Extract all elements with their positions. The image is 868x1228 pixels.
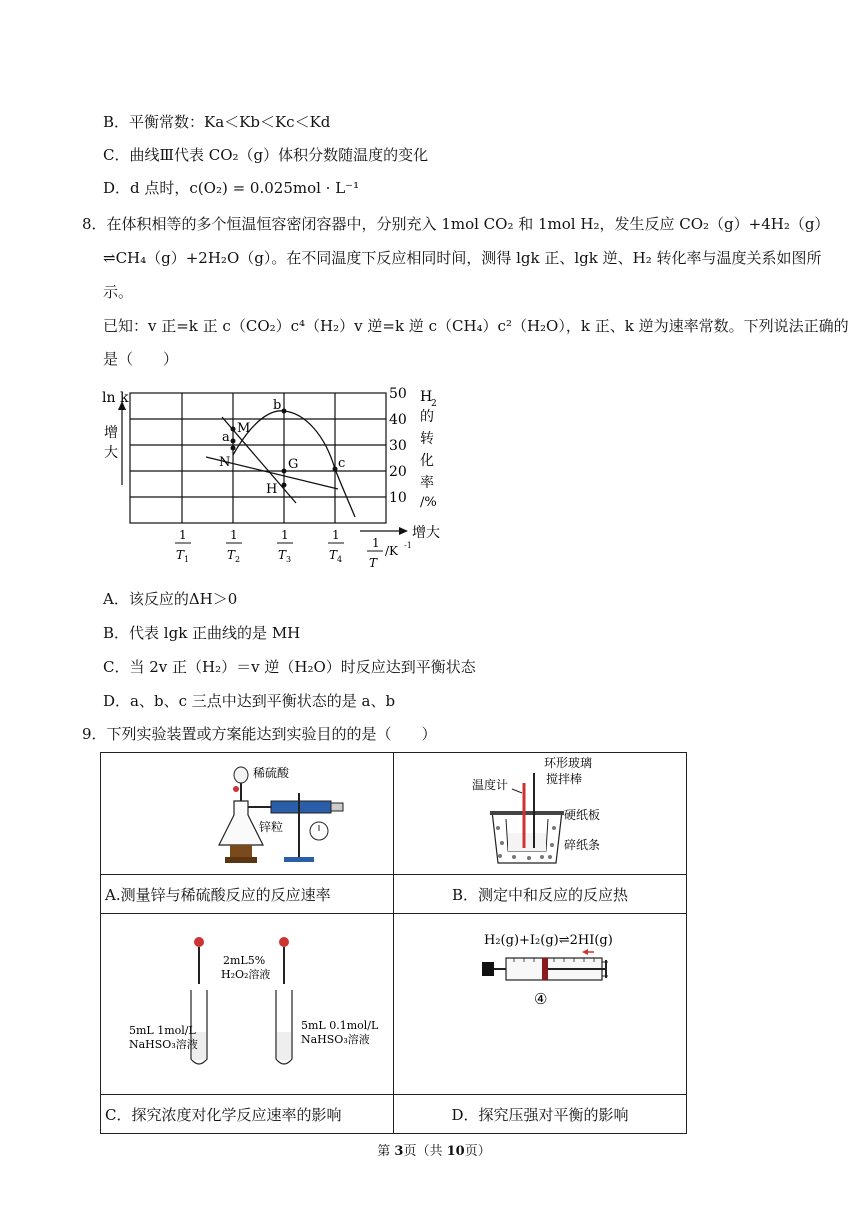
- svg-text:5mL 1mol/L: 5mL 1mol/L: [129, 1024, 196, 1037]
- svg-text:硬纸板: 硬纸板: [564, 808, 601, 822]
- svg-text:T: T: [329, 548, 338, 562]
- q9-options-table: [100, 752, 687, 1134]
- label-G: G: [288, 457, 299, 472]
- q8-option-a: A．该反应的ΔH＞0: [103, 590, 238, 608]
- left-arrow-label-1: 增: [104, 425, 118, 441]
- point-M: [231, 427, 236, 432]
- svg-text:H₂O₂溶液: H₂O₂溶液: [221, 968, 271, 981]
- svg-text:/K: /K: [385, 544, 399, 558]
- caption-a: A.测量锌与稀硫酸反应的反应速率: [101, 875, 394, 914]
- svg-text:-1: -1: [404, 541, 412, 550]
- x-arrow-label: 增大: [412, 525, 440, 541]
- svg-text:T: T: [278, 548, 287, 562]
- svg-text:④: ④: [534, 990, 548, 1008]
- svg-text:搅拌棒: 搅拌棒: [546, 772, 583, 786]
- fig-d-cell: [394, 914, 687, 1095]
- svg-text:NaHSO₃溶液: NaHSO₃溶液: [129, 1038, 198, 1051]
- q8-known-line1: 已知：v 正=k 正 c（CO₂）c⁴（H₂）v 逆=k 逆 c（CH₄）c²（H₂O），k 正、k 逆为速率常数。下列说法正确的: [103, 317, 849, 335]
- caption-c: C．探究浓度对化学反应速率的影响: [101, 1095, 394, 1134]
- svg-text:H₂(g)+I₂(g)⇌2HI(g): H₂(g)+I₂(g)⇌2HI(g): [484, 933, 613, 948]
- q8-stem-line1: [82, 214, 829, 234]
- label-a: a: [222, 430, 230, 445]
- q8-stem-text1: 在体积相等的多个恒温恒容密闭容器中，分别充入 1mol CO₂ 和 1mol H₂，发生反应 CO₂（g）+4H₂（g）: [106, 215, 830, 233]
- right-tick-40: 40: [389, 412, 407, 428]
- right-tick-20: 20: [389, 464, 407, 480]
- ylabel-right-2: 2: [431, 399, 437, 409]
- svg-text:1: 1: [184, 555, 190, 564]
- footer-total: 10: [446, 1144, 465, 1159]
- footer-mid: 页（共: [403, 1144, 447, 1159]
- label-M: M: [237, 421, 251, 436]
- q7-option-b: B．平衡常数：Ka＜Kb＜Kc＜Kd: [103, 113, 331, 131]
- svg-text:1: 1: [179, 528, 187, 542]
- footer-prefix: 第: [377, 1144, 395, 1159]
- svg-text:T: T: [227, 548, 236, 562]
- q7-option-d: D．d 点时，c(O₂) = 0.025mol · L⁻¹: [103, 179, 360, 197]
- point-c: [333, 467, 338, 472]
- footer-suffix: 页）: [464, 1144, 491, 1159]
- svg-text:NaHSO₃溶液: NaHSO₃溶液: [301, 1033, 370, 1046]
- label-H: H: [266, 482, 278, 497]
- svg-text:稀硫酸: 稀硫酸: [253, 766, 290, 780]
- caption-b: B．测定中和反应的反应热: [394, 875, 687, 914]
- x-tick-T1: [175, 528, 191, 564]
- label-b: b: [273, 398, 282, 413]
- ylabel-right-de: 的: [420, 409, 434, 425]
- fig-b-cell: [394, 753, 687, 875]
- q8-chart: [100, 385, 460, 575]
- q8-option-b: B．代表 lgk 正曲线的是 MH: [103, 624, 301, 642]
- ylabel-right-zhuan: 转: [420, 431, 434, 447]
- right-tick-50: 50: [389, 386, 407, 402]
- left-arrow-label-2: 大: [104, 445, 118, 461]
- x-axis-label: [367, 536, 412, 570]
- footer-page: 3: [394, 1144, 404, 1159]
- svg-text:碎纸条: 碎纸条: [564, 838, 601, 852]
- point-a: [231, 439, 236, 444]
- fig-c-cell: [101, 914, 394, 1095]
- svg-text:锌粒: 锌粒: [259, 820, 284, 834]
- svg-text:2mL5%: 2mL5%: [223, 954, 266, 967]
- fig-d-syringe: [394, 914, 686, 1090]
- q9-stem-text: 下列实验装置或方案能达到实验目的的是（ ）: [106, 725, 437, 743]
- fig-c-test-tubes: [101, 914, 393, 1090]
- q8-known-line2: 是（ ）: [103, 350, 179, 368]
- svg-text:1: 1: [281, 528, 289, 542]
- svg-text:1: 1: [372, 536, 380, 550]
- q9-number: 9．: [82, 725, 107, 743]
- svg-text:1: 1: [332, 528, 340, 542]
- svg-text:环形玻璃: 环形玻璃: [544, 756, 593, 770]
- q8-stem-line3: 示。: [103, 283, 134, 301]
- point-H: [282, 483, 287, 488]
- x-tick-T2: [226, 528, 242, 564]
- svg-text:温度计: 温度计: [472, 778, 509, 792]
- point-G: [282, 469, 287, 474]
- page-footer: [0, 1140, 868, 1159]
- q8-number: 8．: [82, 215, 107, 233]
- label-c: c: [338, 456, 346, 471]
- q8-stem-line2: ⇌CH₄（g）+2H₂O（g）。在不同温度下反应相同时间，测得 lgk 正、lgk 逆、H₂ 转化率与温度关系如图所: [103, 249, 822, 267]
- svg-text:T: T: [176, 548, 185, 562]
- fig-b-calorimeter: [394, 753, 686, 870]
- ylabel-left: ln k: [102, 390, 129, 406]
- ylabel-right-H: H: [420, 389, 433, 405]
- caption-d: D．探究压强对平衡的影响: [394, 1095, 687, 1134]
- fig-a-cell: [101, 753, 394, 875]
- ylabel-right-lv: 率: [420, 475, 434, 491]
- x-arrow-head: [399, 527, 408, 535]
- svg-text:3: 3: [286, 555, 292, 564]
- point-N: [231, 446, 236, 451]
- point-b: [282, 409, 287, 414]
- svg-text:4: 4: [337, 555, 343, 564]
- q8-option-c: C．当 2v 正（H₂）＝v 逆（H₂O）时反应达到平衡状态: [103, 658, 476, 676]
- q7-option-c: C．曲线Ⅲ代表 CO₂（g）体积分数随温度的变化: [103, 146, 429, 164]
- ylabel-right-hua: 化: [420, 453, 434, 469]
- svg-text:1: 1: [230, 528, 238, 542]
- q8-option-d: D．a、b、c 三点中达到平衡状态的是 a、b: [103, 692, 396, 710]
- right-tick-10: 10: [389, 490, 407, 506]
- label-N: N: [219, 455, 231, 470]
- svg-text:5mL 0.1mol/L: 5mL 0.1mol/L: [301, 1019, 379, 1032]
- x-tick-T4: [328, 528, 344, 564]
- ylabel-right-pct: /%: [420, 495, 437, 510]
- q9-stem: [82, 724, 437, 744]
- svg-text:T: T: [369, 556, 378, 570]
- svg-text:2: 2: [235, 555, 241, 564]
- right-tick-30: 30: [389, 438, 407, 454]
- fig-a-apparatus: [101, 753, 393, 870]
- x-tick-T3: [277, 528, 293, 564]
- q8-chart-svg: [100, 385, 460, 575]
